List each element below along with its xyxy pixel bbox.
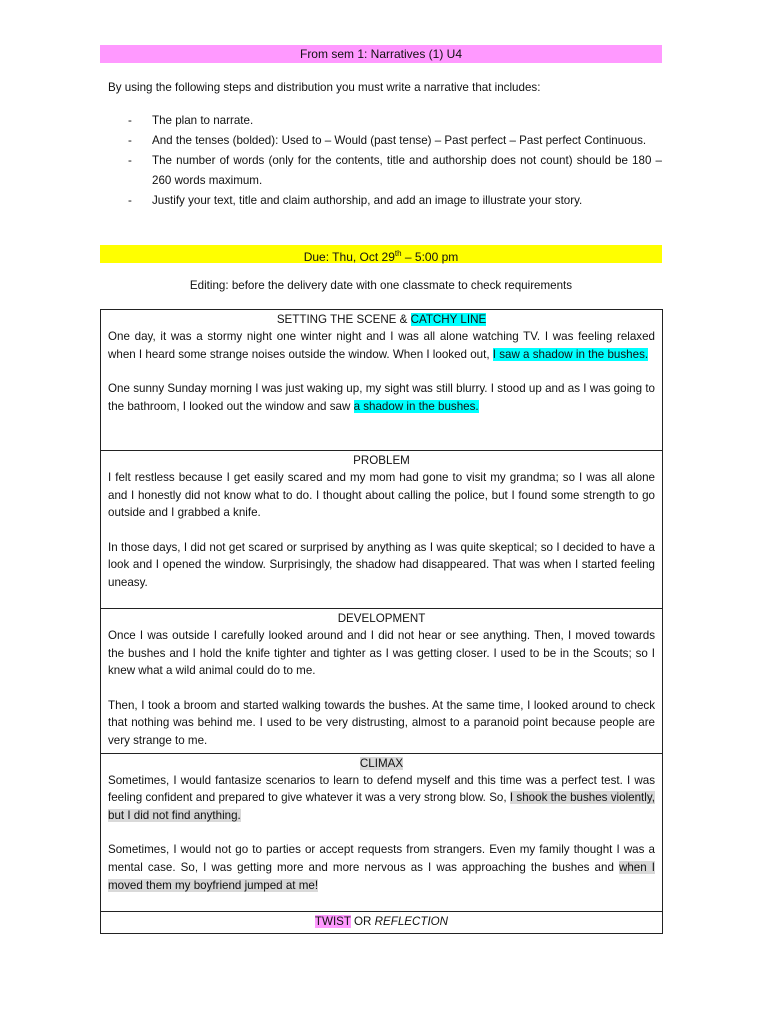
table-row (101, 609, 663, 754)
paragraph: Then, I took a broom and started walking towards the bushes. At the same time, I looked around to check that nothing was behind me. I used to be very distrusting, almost to a paranoid point because people are very strange to me. (108, 698, 655, 747)
list-item (128, 111, 662, 131)
section-heading-setting (108, 311, 655, 328)
paragraph-text: Sometimes, I would fantasize scenarios to learn to defend myself and this time was a perfect test. I was feeling confident and prepared to give whatever it was a very strong blow. So, (108, 773, 655, 805)
list-item-text-a: And the tenses ( (152, 134, 237, 147)
section-heading-twist (108, 913, 655, 930)
list-item (128, 151, 662, 191)
heading-text: SETTING THE SCENE & (276, 313, 411, 326)
twist-cell (101, 911, 663, 933)
paragraph-highlight: I shook the bushes violently, but I did not find anything. (108, 791, 655, 822)
paragraph-text: One day, it was a stormy night one winter night and I was all alone watching TV. I was feeling relaxed when I heard some strange noises outside the window. When I looked out, (108, 330, 655, 361)
paragraph-highlight: when I moved them my boyfriend jumped at me! (108, 860, 655, 892)
table-row (101, 753, 663, 911)
section-heading-development: DEVELOPMENT (337, 612, 426, 625)
due-suffix: – 5:00 pm (401, 250, 459, 264)
list-item (128, 131, 662, 151)
climax-cell (101, 753, 663, 911)
problem-cell (101, 451, 663, 609)
due-prefix: Due: Thu, Oct 29 (303, 250, 395, 264)
paragraph: In those days, I did not get scared or surprised by anything as I was quite skeptical; so I decided to have a look and I opened the window. Surprisingly, the shadow had disappeared. That was when I started feeling uneasy. (108, 540, 655, 589)
heading-italic: REFLECTION (374, 914, 449, 928)
due-date-banner (100, 245, 662, 263)
paragraph-highlight: I saw a shadow in the bushes. (492, 347, 649, 361)
section-heading-problem: PROBLEM (353, 454, 410, 467)
list-dash: - (128, 194, 132, 207)
paragraph-text: Sometimes, I would not go to parties or accept requests from strangers. Even my family thought I was a mental case. So, I was getting more and more nervous as I was approaching the bushes and (108, 843, 655, 874)
list-item-text-bold: bolded (236, 134, 272, 147)
paragraph: Once I was outside I carefully looked around and I did not hear or see anything. Then, I moved towards the bushes and I hold the knife tighter and tighter as I was getting closer. I used to be in the Scouts; so I knew what a wild animal could do to me. (108, 629, 655, 678)
setting-cell (101, 310, 663, 451)
heading-text: OR (350, 914, 375, 928)
paragraph: I felt restless because I get easily scared and my mom had gone to visit my grandma; so I was all alone and I honestly did not know what to do. I thought about calling the police, but I found some strength to go outside and I grabbed a knife. (108, 471, 655, 520)
editing-note: Editing: before the delivery date with one classmate to check requirements (189, 279, 573, 292)
table-row (101, 451, 663, 609)
paragraph (108, 841, 655, 894)
list-item-text: The number of words (only for the contents, title and authorship does not count) should be 180 – 260 words maximum. (152, 154, 662, 187)
paragraph-highlight: a shadow in the bushes. (353, 399, 479, 413)
paragraph-text: One sunny Sunday morning I was just waking up, my sight was still blurry. I stood up and as I was going to the bathroom, I looked out the window and saw (108, 382, 655, 413)
list-dash: - (128, 154, 132, 167)
narrative-table (100, 309, 663, 934)
list-item-text: The plan to narrate. (152, 114, 254, 127)
paragraph (108, 380, 655, 415)
heading-highlight: CATCHY LINE (410, 313, 487, 326)
title-text: From sem 1: Narratives (1) U4 (299, 47, 463, 61)
section-heading-climax (108, 755, 655, 772)
requirements-list (128, 111, 662, 211)
paragraph (108, 772, 655, 825)
due-sup: th (394, 249, 402, 258)
table-row (101, 310, 663, 451)
list-dash: - (128, 134, 132, 147)
list-item-text-b: ): Used to – Would (past tense) – Past perfect – Past perfect Continuous. (271, 134, 647, 147)
document-title (100, 45, 662, 63)
paragraph (108, 328, 655, 363)
development-cell (101, 609, 663, 754)
list-item-text: Justify your text, title and claim authorship, and add an image to illustrate your story. (152, 194, 583, 207)
heading-highlight: CLIMAX (359, 756, 404, 770)
list-dash: - (128, 114, 132, 127)
heading-highlight: TWIST (314, 914, 351, 928)
table-row (101, 911, 663, 933)
intro-text: By using the following steps and distribution you must write a narrative that includes: (108, 81, 541, 94)
list-item (128, 191, 662, 211)
